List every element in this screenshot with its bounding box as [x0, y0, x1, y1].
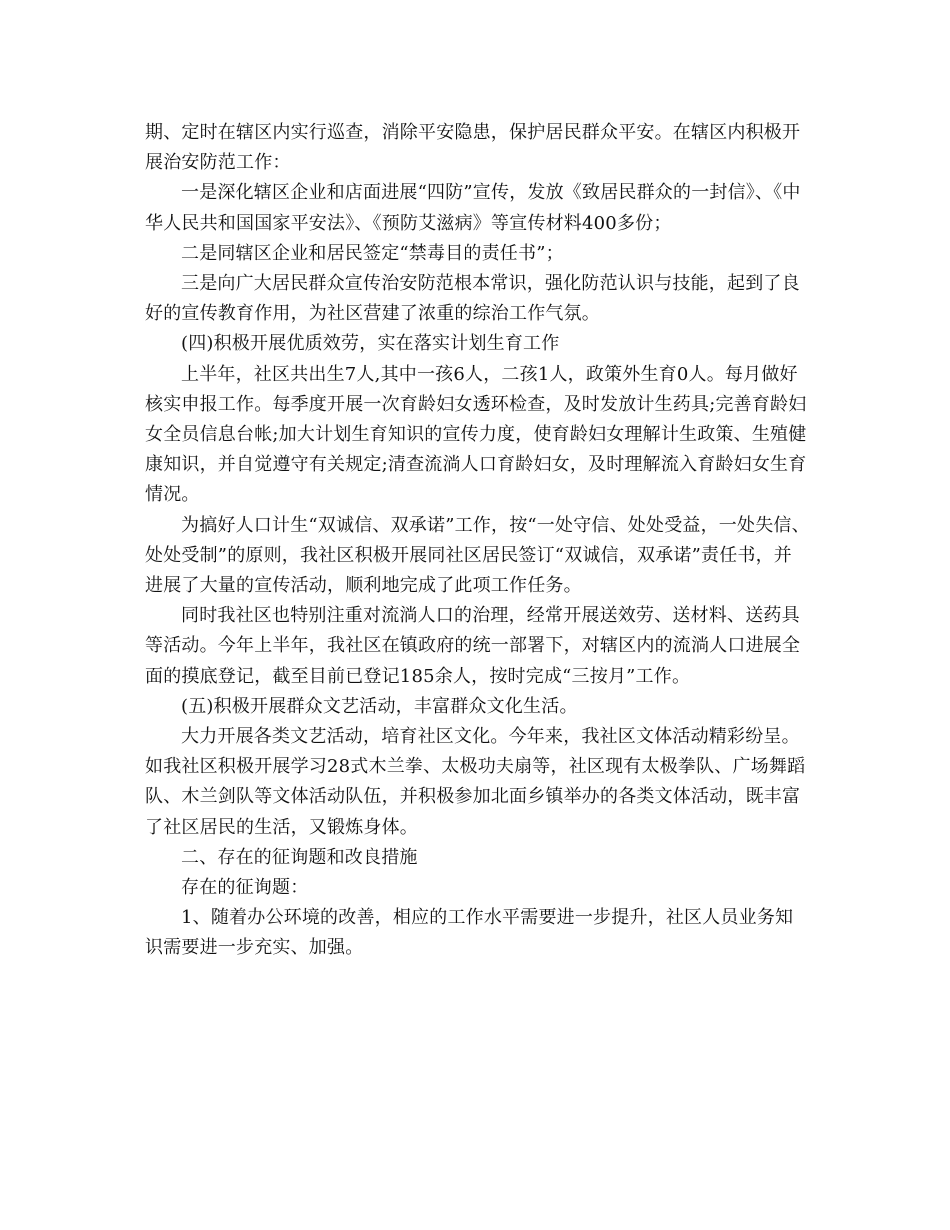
paragraph-culture-activities: 大力开展各类文艺活动，培育社区文化。今年来，我社区文体活动精彩纷呈。如我社区积极开展学习28式木兰拳、太极功夫扇等，社区现有太极拳队、广场舞蹈队、木兰剑队等文体活动队伍，并积极参加北面乡镇举办的各类文体活动，既丰富了社区居民的生活，又锻炼身体。: [145, 726, 806, 838]
section-heading-family-planning: (四)积极开展优质效劳，实在落实计划生育工作: [181, 333, 560, 355]
paragraph-floating-population: 同时我社区也特别注重对流淌人口的治理，经常开展送效劳、送材料、送药具等活动。今年上半年，我社区在镇政府的统一部署下，对辖区内的流淌人口进展全面的摸底登记，截至目前已登记185余人，按时完成“三按月”工作。: [145, 605, 801, 687]
section-heading-culture: (五)积极开展群众文艺活动，丰富群众文化生活。: [181, 695, 578, 717]
paragraph-security-knowledge: 三是向广大居民群众宣传治安防范根本常识，强化防范认识与技能，起到了良好的宣传教育作用，为社区营建了浓重的综治工作气氛。: [145, 273, 800, 325]
paragraph-four-prevention: 一是深化辖区企业和店面进展“四防”宣传，发放《致居民群众的一封信》、《中华人民共和国国家平安法》、《预防艾滋病》等宣传材料400多份；: [145, 182, 801, 234]
section-heading-problems: 二、存在的征询题和改良措施: [181, 846, 418, 868]
paragraph-anti-drug: 二是同辖区企业和居民签定“禁毒目的责任书”；: [181, 242, 564, 264]
document-body: [145, 118, 810, 964]
subheading-problems: 存在的征询题：: [181, 877, 309, 899]
paragraph-double-integrity: 为搞好人口计生“双诚信、双承诺”工作，按“一处守信、处处受益，一处失信、处处受制”的原则，我社区积极开展同社区居民签订“双诚信，双承诺”责任书，并进展了大量的宣传活动，顺利地完成了此项工作任务。: [145, 514, 810, 597]
paragraph-births: 上半年，社区共出生7人,其中一孩6人，二孩1人，政策外生育0人。每月做好核实申报工作。每季度开展一次育龄妇女透环检查，及时发放计生药具;完善育龄妇女全员信息台帐;加大计划生育知识的宣传力度，使育龄妇女理解计生政策、生殖健康知识，并自觉遵守有关规定;清查流淌人口育龄妇女，及时理解流入育龄妇女生育情况。: [145, 363, 807, 506]
paragraph-problem-1: 1、随着办公环境的改善，相应的工作水平需要进一步提升，社区人员业务知识需要进一步充实、加强。: [145, 907, 794, 959]
paragraph-patrol: 期、定时在辖区内实行巡查，消除平安隐患，保护居民群众平安。在辖区内积极开展治安防范工作：: [145, 122, 801, 174]
